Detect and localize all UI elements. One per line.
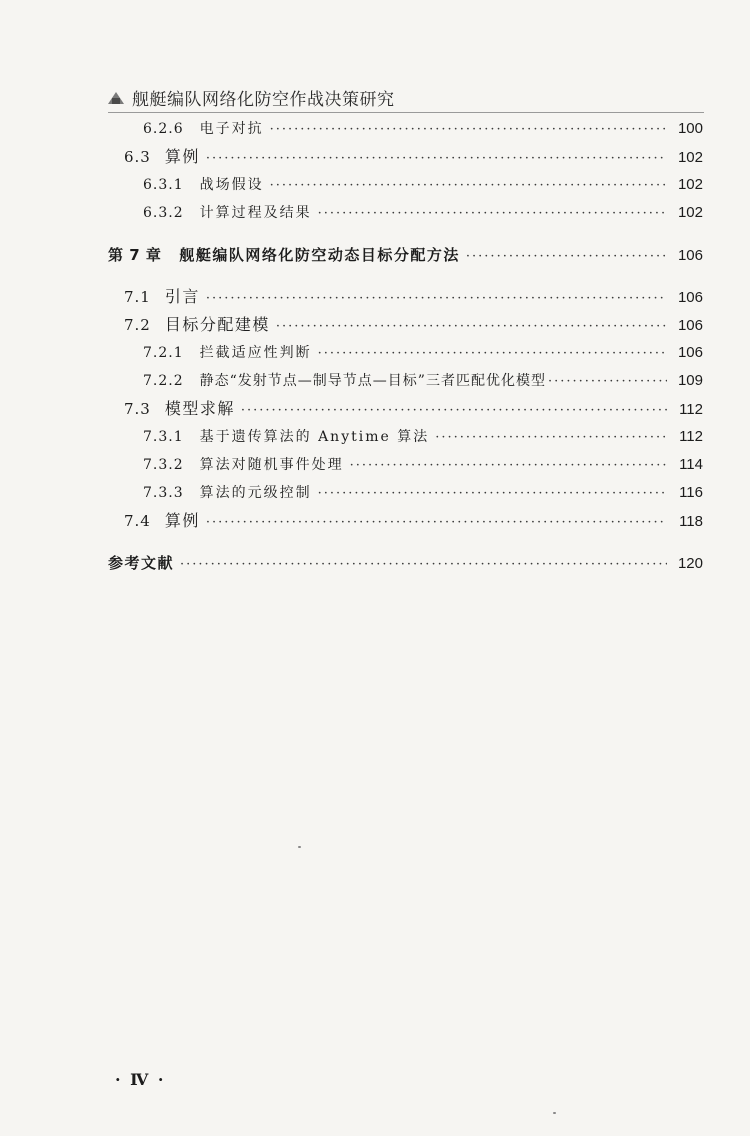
- toc-number: 7.2.2: [143, 373, 184, 389]
- header-rule: [108, 112, 704, 113]
- toc-title: 电子对抗: [199, 121, 264, 137]
- toc-number: 7.3.3: [143, 485, 184, 501]
- toc-entry-6-3-2: [143, 201, 703, 225]
- toc-page: 112: [679, 428, 703, 445]
- dot-leader: [206, 147, 667, 171]
- toc-number: 7.1: [124, 288, 151, 306]
- dot-leader: [318, 482, 667, 506]
- scan-speck: [298, 846, 301, 848]
- toc-entry-7-3-3: [143, 481, 703, 505]
- dot-leader: [206, 287, 667, 311]
- toc-page: 112: [679, 401, 703, 418]
- toc-number: 7.4: [124, 512, 151, 530]
- dot-leader: [318, 202, 667, 226]
- toc-page: 106: [677, 317, 703, 334]
- toc-chapter-title: 舰艇编队网络化防空动态目标分配方法: [179, 246, 460, 264]
- toc-chapter-title: 参考文献: [108, 554, 175, 572]
- toc-page: 116: [679, 484, 703, 501]
- toc-number: 6.3.2: [143, 205, 184, 221]
- toc-entry-7-4: [124, 509, 703, 533]
- toc-number: 7.3: [124, 400, 151, 418]
- toc-entry-6-2-6: [143, 117, 703, 141]
- toc-title: 引言: [164, 287, 200, 306]
- toc-page: 106: [677, 247, 703, 264]
- toc-number: 7.3.2: [143, 457, 184, 473]
- toc-title: 算法对随机事件处理: [199, 457, 344, 473]
- toc-entry-7-2-2: [143, 369, 703, 393]
- dot-leader: [466, 245, 667, 269]
- toc-page: 120: [677, 555, 703, 572]
- book-emblem-icon: [108, 90, 124, 104]
- toc-entry-7-3-1: [143, 425, 703, 449]
- toc-entry-6-3-1: [143, 173, 703, 197]
- dot-leader: [318, 342, 667, 366]
- toc-title: 目标分配建模: [164, 315, 270, 334]
- toc-title: 静态“发射节点—制导节点—目标”三者匹配优化模型: [199, 373, 546, 389]
- dot-leader: [180, 553, 667, 577]
- dot-leader: [270, 174, 667, 198]
- scan-speck: [553, 1112, 556, 1114]
- toc-page: 118: [679, 513, 703, 530]
- toc-page: 114: [679, 456, 703, 473]
- toc-number: 6.3.1: [143, 177, 184, 193]
- toc-entry-6-3: [124, 145, 703, 169]
- dot-leader: [270, 118, 667, 142]
- toc-entry-7-2: [124, 313, 703, 337]
- toc-page: 106: [677, 289, 703, 306]
- toc-page: 102: [677, 176, 703, 193]
- toc-chapter-number: 第 7 章: [108, 246, 162, 264]
- toc-entry-7-2-1: [143, 341, 703, 365]
- toc-title: 算法的元级控制: [199, 485, 312, 501]
- toc-entry-7-3: [124, 397, 703, 421]
- toc-title: 战场假设: [199, 177, 264, 193]
- page-number: · Ⅳ ·: [115, 1070, 166, 1089]
- toc-page: 100: [677, 120, 703, 137]
- toc-entry-chapter-7: [108, 243, 703, 267]
- toc-entry-references: [108, 551, 703, 575]
- toc-number: 6.2.6: [143, 121, 184, 137]
- toc-title: 模型求解: [164, 399, 235, 418]
- toc-page: 106: [677, 344, 703, 361]
- dot-leader: [350, 454, 667, 478]
- toc-title: 拦截适应性判断: [199, 345, 312, 361]
- toc-title: 计算过程及结果: [199, 205, 312, 221]
- toc-page: 102: [677, 149, 703, 166]
- toc-page: 109: [677, 372, 703, 389]
- dot-leader: [276, 315, 667, 339]
- dot-leader: [435, 426, 667, 450]
- toc-entry-7-3-2: [143, 453, 703, 477]
- toc-number: 7.2.1: [143, 345, 184, 361]
- toc-number: 7.3.1: [143, 429, 184, 445]
- dot-leader: [548, 370, 667, 394]
- toc-entry-7-1: [124, 285, 703, 309]
- toc-title: 算例: [164, 147, 200, 166]
- toc-number: 7.2: [124, 316, 151, 334]
- toc-title: 基于遗传算法的 Anytime 算法: [199, 429, 430, 445]
- toc-title: 算例: [164, 511, 200, 530]
- running-header: [108, 84, 708, 110]
- book-title: 舰艇编队网络化防空作战决策研究: [132, 89, 395, 110]
- dot-leader: [241, 399, 667, 423]
- dot-leader: [206, 511, 667, 535]
- toc-number: 6.3: [124, 148, 151, 166]
- toc-page: 102: [677, 204, 703, 221]
